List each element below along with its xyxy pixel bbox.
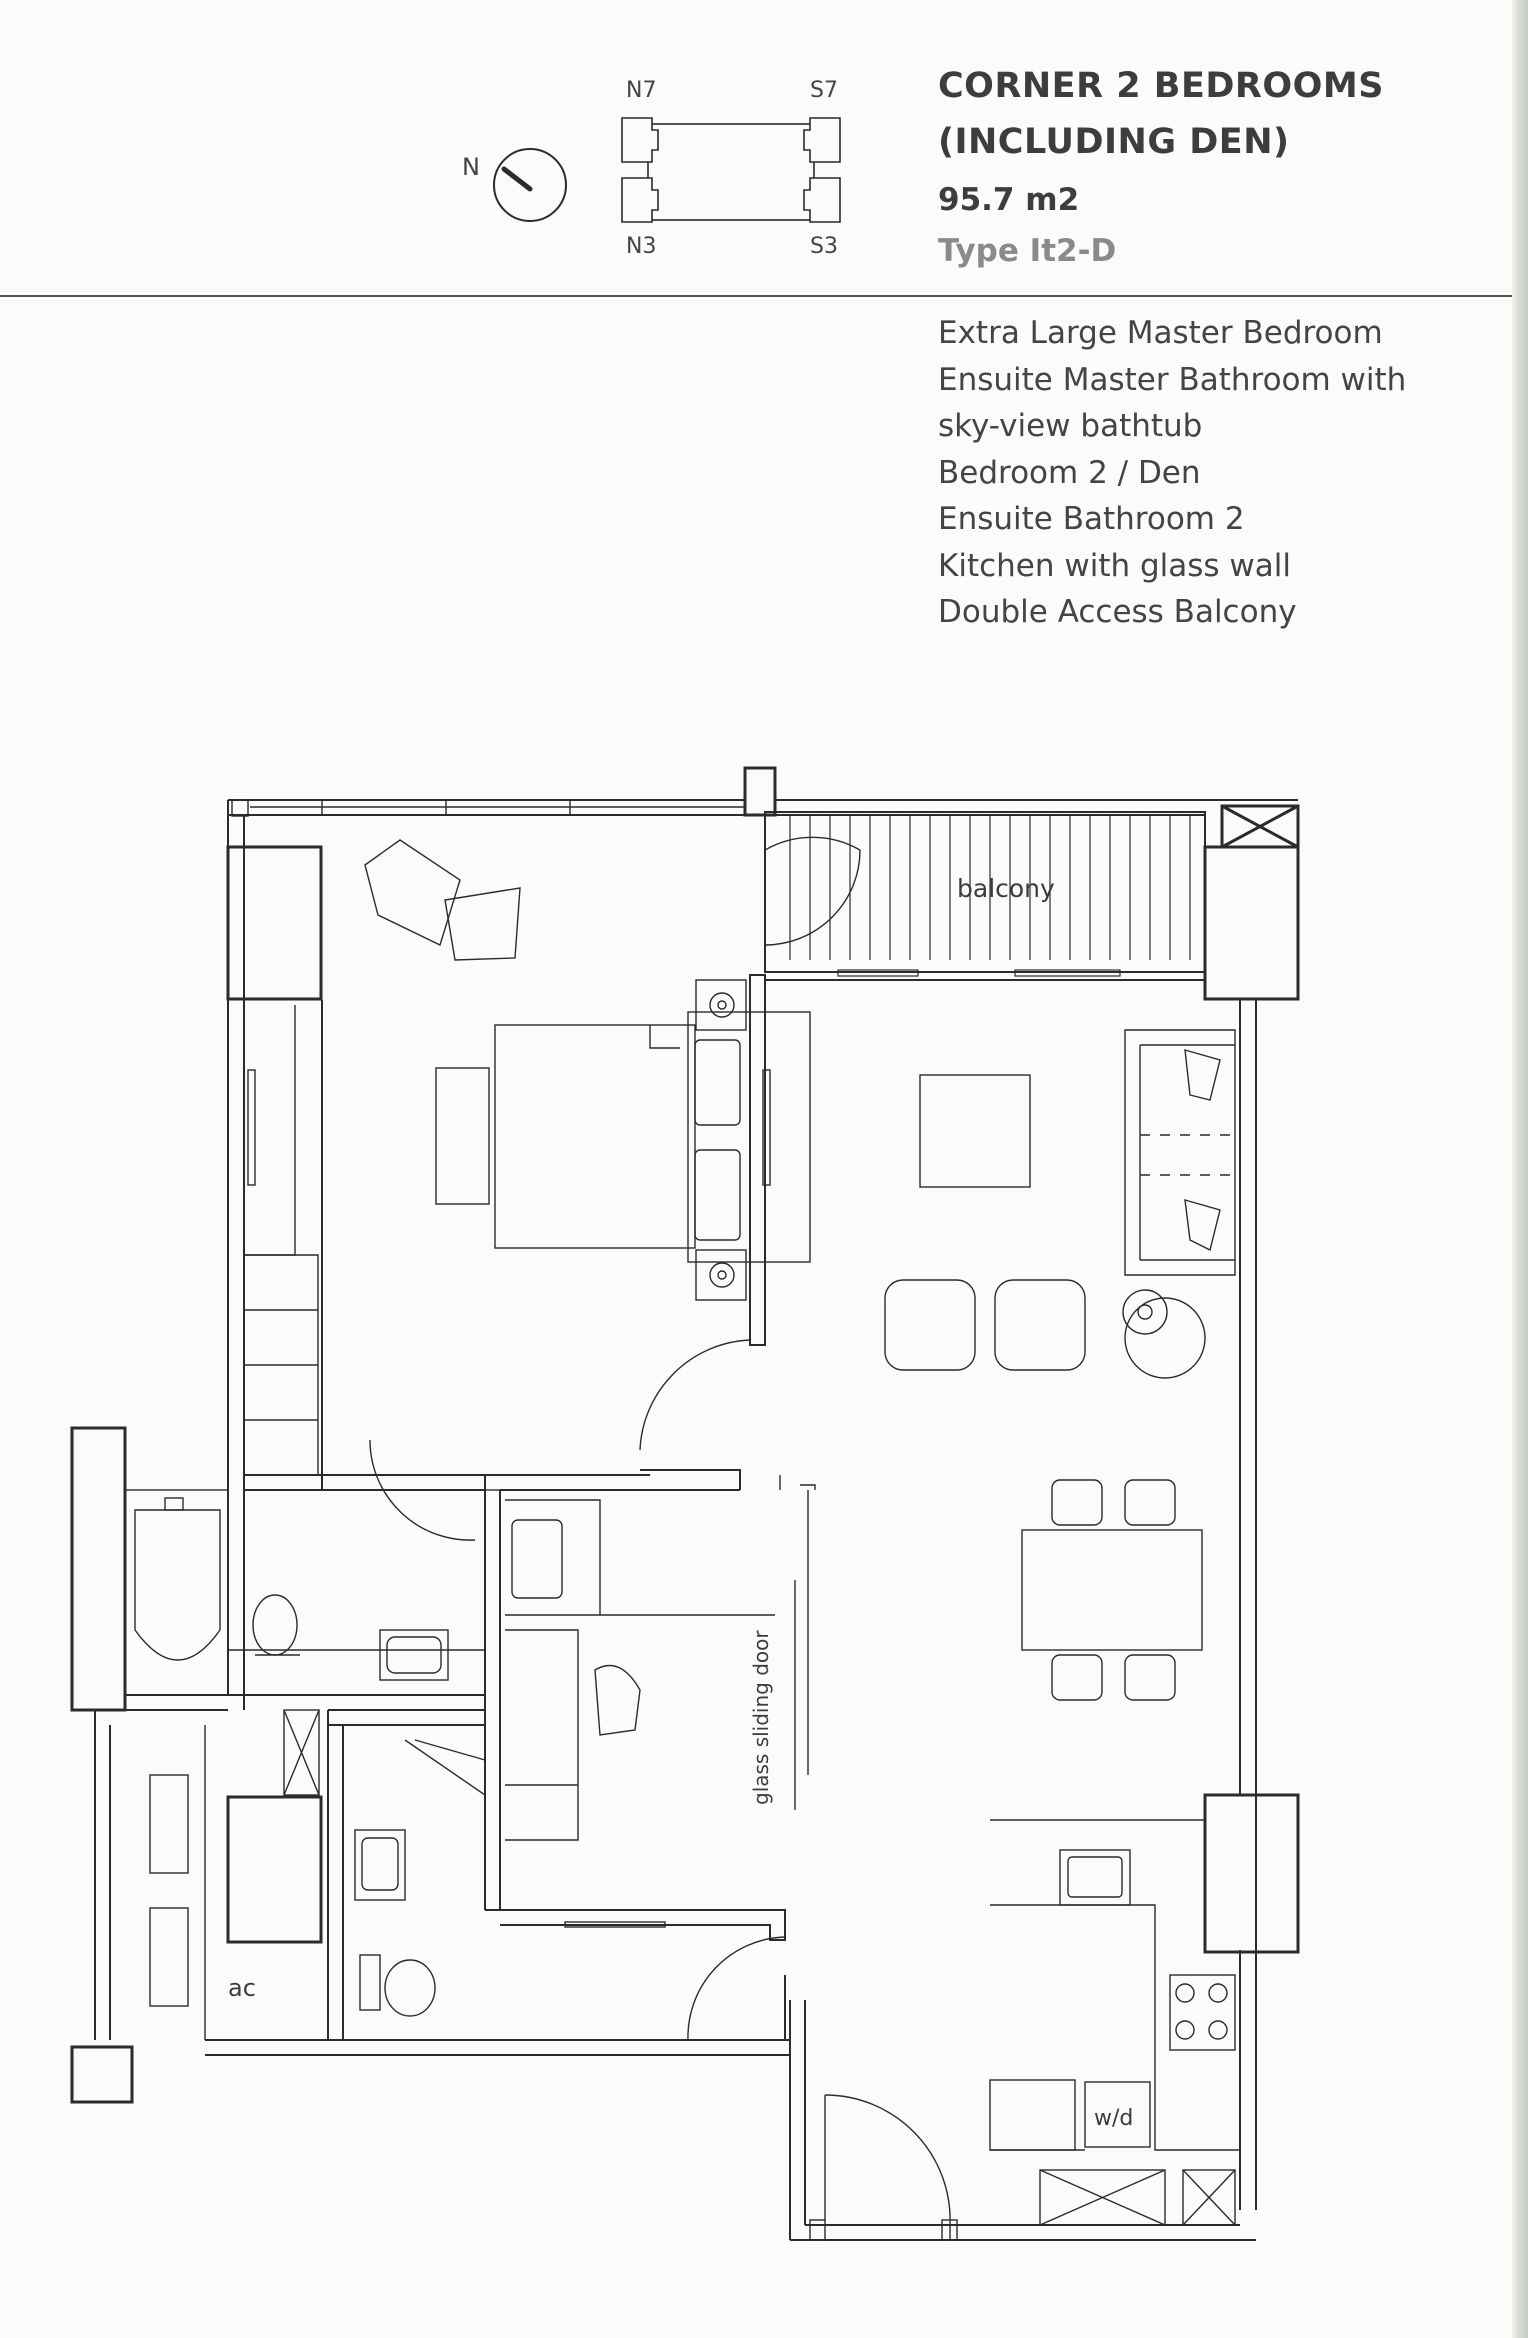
master-window	[232, 800, 745, 816]
unit-type: Type It2-D	[938, 233, 1117, 269]
key-plan-label-n3: N3	[626, 234, 657, 259]
living-furniture	[885, 1030, 1235, 1700]
master-bathroom	[125, 1490, 485, 1695]
key-plan-label-n7: N7	[626, 78, 657, 103]
compass-north-label: N	[462, 153, 480, 181]
feature-item: sky-view bathtub	[938, 408, 1203, 444]
master-bed	[365, 840, 810, 1300]
glass-door-label: glass sliding door	[749, 1630, 773, 1805]
master-door-swing	[640, 1340, 750, 1450]
title-line-2: (INCLUDING DEN)	[938, 122, 1290, 162]
second-bathroom	[110, 1710, 485, 2040]
ac-label: ac	[228, 1974, 256, 2002]
key-plan-label-s7: S7	[810, 78, 838, 103]
kitchen	[990, 1820, 1240, 2225]
feature-item: Extra Large Master Bedroom	[938, 315, 1383, 351]
structural-columns	[72, 768, 1298, 2102]
feature-item: Bedroom 2 / Den	[938, 454, 1201, 491]
title-line-1: CORNER 2 BEDROOMS	[938, 66, 1384, 106]
wd-label: w/d	[1094, 2106, 1134, 2131]
key-plan-label-s3: S3	[810, 234, 838, 259]
feature-item: Ensuite Master Bathroom with	[938, 361, 1407, 398]
page-edge-shadow	[1512, 0, 1528, 2338]
feature-item: Double Access Balcony	[938, 594, 1297, 630]
interior-walls	[228, 975, 785, 2040]
balcony-label: balcony	[957, 874, 1055, 903]
feature-item: Kitchen with glass wall	[938, 547, 1292, 584]
entrance-door	[810, 2095, 957, 2240]
unit-area: 95.7 m2	[938, 182, 1080, 218]
feature-item: Ensuite Bathroom 2	[938, 501, 1245, 537]
